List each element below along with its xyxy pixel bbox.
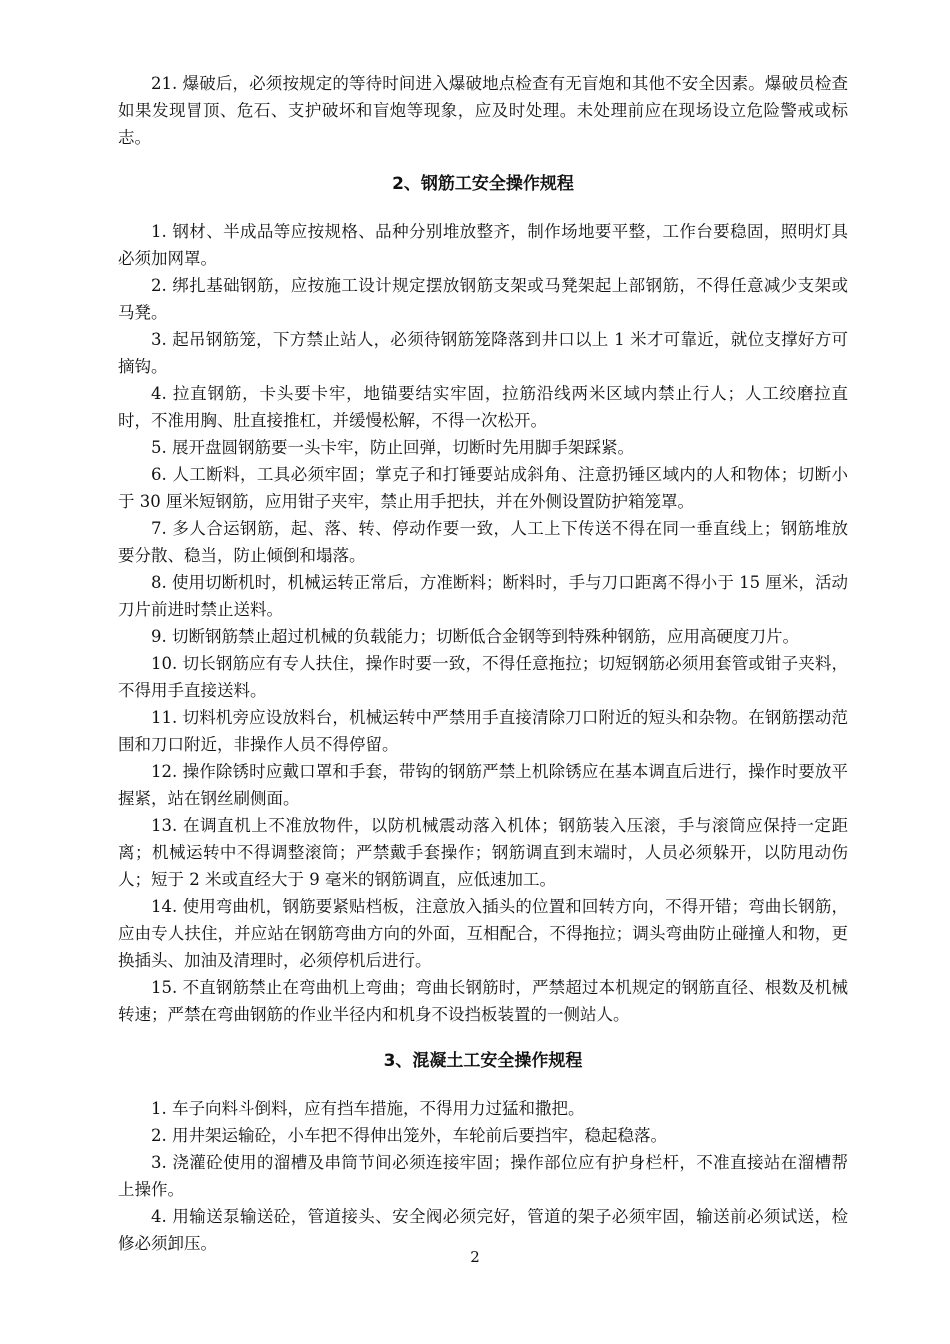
section-2-item: 5. 展开盘圆钢筋要一头卡牢，防止回弹，切断时先用脚手架踩紧。 — [151, 438, 634, 457]
section-2-item: 4. 拉直钢筋，卡头要卡牢，地锚要结实牢固，拉筋沿线两米区域内禁止行人；人工绞磨拉直时，不准用胸、肚直接推杠，并缓慢松解，不得一次松开。 — [118, 384, 848, 430]
section-3-item: 2. 用井架运输砼，小车把不得伸出笼外，车轮前后要挡牢，稳起稳落。 — [151, 1126, 667, 1145]
section-2-item: 13. 在调直机上不准放物件，以防机械震动落入机体；钢筋装入压滚，手与滚筒应保持一定距离；机械运转中不得调整滚筒；严禁戴手套操作；钢筋调直到末端时，人员必须躲开，以防甩动伤人；短于 2 米或直经大于 9 毫米的钢筋调直，应低速加工。 — [118, 816, 848, 889]
section-2-item: 9. 切断钢筋禁止超过机械的负载能力；切断低合金钢等到特殊种钢筋，应用高硬度刀片。 — [151, 627, 799, 646]
section-3-item: 1. 车子向料斗倒料，应有挡车措施，不得用力过猛和撒把。 — [151, 1099, 585, 1118]
section-2-item: 3. 起吊钢筋笼，下方禁止站人，必须待钢筋笼降落到井口以上 1 米才可靠近，就位支撑好方可摘钩。 — [118, 330, 848, 376]
section-3-item: 3. 浇灌砼使用的溜槽及串筒节间必须连接牢固；操作部位应有护身栏杆，不准直接站在溜槽帮上操作。 — [118, 1153, 848, 1199]
page-number: 2 — [470, 1248, 480, 1266]
section-2-title: 2、钢筋工安全操作规程 — [392, 174, 574, 194]
section-2-item: 8. 使用切断机时，机械运转正常后，方准断料；断料时，手与刀口距离不得小于 15 厘米，活动刀片前进时禁止送料。 — [118, 573, 848, 619]
section-2-item: 10. 切长钢筋应有专人扶住，操作时要一致，不得任意拖拉；切短钢筋必须用套管或钳子夹料，不得用手直接送料。 — [118, 654, 848, 700]
section-3-item: 4. 用输送泵输送砼，管道接头、安全阀必须完好，管道的架子必须牢固，输送前必须试送，检修必须卸压。 — [118, 1207, 848, 1253]
section-2-item: 2. 绑扎基础钢筋，应按施工设计规定摆放钢筋支架或马凳架起上部钢筋，不得任意减少支架或马凳。 — [118, 276, 848, 322]
intro-paragraph: 21. 爆破后，必须按规定的等待时间进入爆破地点检查有无盲炮和其他不安全因素。爆破员检查如果发现冒顶、危石、支护破坏和盲炮等现象，应及时处理。未处理前应在现场设立危险警戒或标志。 — [118, 74, 848, 147]
section-2-item: 6. 人工断料，工具必须牢固；掌克子和打锤要站成斜角、注意扔锤区域内的人和物体；切断小于 30 厘米短钢筋，应用钳子夹牢，禁止用手把扶，并在外侧设置防护箱笼罩。 — [118, 465, 848, 511]
section-2-item: 1. 钢材、半成品等应按规格、品种分别堆放整齐，制作场地要平整，工作台要稳固，照明灯具必须加网罩。 — [118, 222, 848, 268]
section-2-item: 11. 切料机旁应设放料台，机械运转中严禁用手直接清除刀口附近的短头和杂物。在钢筋摆动范围和刀口附近，非操作人员不得停留。 — [118, 708, 848, 754]
section-2-item: 15. 不直钢筋禁止在弯曲机上弯曲；弯曲长钢筋时，严禁超过本机规定的钢筋直径、根数及机械转速；严禁在弯曲钢筋的作业半径内和机身不设挡板装置的一侧站人。 — [118, 978, 848, 1024]
section-2-item: 14. 使用弯曲机，钢筋要紧贴档板，注意放入插头的位置和回转方向，不得开错；弯曲长钢筋，应由专人扶住，并应站在钢筋弯曲方向的外面，互相配合，不得拖拉；调头弯曲防止碰撞人和物，更换插头、加油及清理时，必须停机后进行。 — [118, 897, 848, 970]
document-page — [118, 70, 848, 1257]
section-2-item: 7. 多人合运钢筋，起、落、转、停动作要一致，人工上下传送不得在同一垂直线上；钢筋堆放要分散、稳当，防止倾倒和塌落。 — [118, 519, 848, 565]
section-2-item: 12. 操作除锈时应戴口罩和手套，带钩的钢筋严禁上机除锈应在基本调直后进行，操作时要放平握紧，站在钢丝刷侧面。 — [118, 762, 848, 808]
section-3-title: 3、混凝土工安全操作规程 — [383, 1051, 583, 1071]
